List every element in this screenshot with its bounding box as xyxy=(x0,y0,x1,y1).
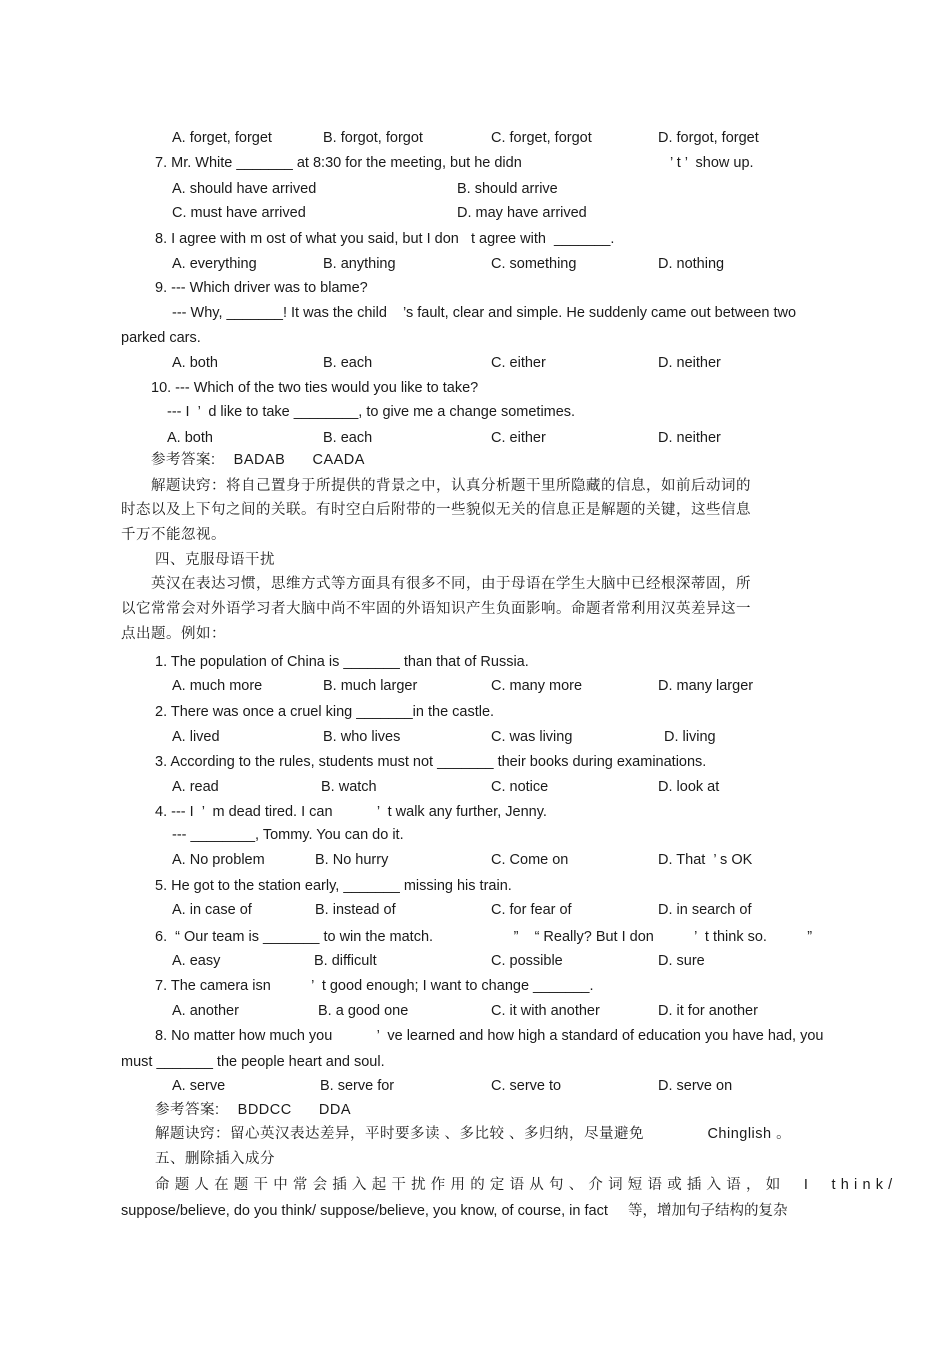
option-text: D. sure xyxy=(658,953,705,969)
option-text: D. serve on xyxy=(658,1078,733,1094)
option-text: C. notice xyxy=(491,779,549,795)
option-text: B. each xyxy=(323,430,373,446)
text-line: 10. --- Which of the two ties would you like to take? xyxy=(151,380,479,396)
text-line: 以它常常会对外语学习者大脑中尚不牢固的外语知识产生负面影响。命题者常利用汉英差异这一 xyxy=(121,601,751,617)
text-line: 解题诀窍：留心英汉表达差异，平时要多读 、多比较 、多归纳，尽量避免 Chinglish 。 xyxy=(155,1126,792,1142)
option-text: A. everything xyxy=(172,256,257,272)
option-text: A. easy xyxy=(172,953,221,969)
text-line: must _______ the people heart and soul. xyxy=(121,1054,385,1070)
option-text: C. must have arrived xyxy=(172,205,306,221)
text-line: --- I ’ d like to take ________, to give me a change sometimes. xyxy=(167,404,576,420)
text-line: 3. According to the rules, students must not _______ their books during examinations. xyxy=(155,754,707,770)
text-line: ’ t ’ show up. xyxy=(670,155,754,171)
option-text: B. watch xyxy=(321,779,377,795)
text-line: 4. --- I ’ m dead tired. I can ’ t walk any further, Jenny. xyxy=(155,804,547,820)
option-text: A. lived xyxy=(172,729,220,745)
option-text: A. serve xyxy=(172,1078,226,1094)
option-text: A. forget, forget xyxy=(172,130,272,146)
option-text: C. for fear of xyxy=(491,902,572,918)
option-text: B. who lives xyxy=(323,729,401,745)
option-text: B. much larger xyxy=(323,678,418,694)
text-line: --- ________, Tommy. You can do it. xyxy=(172,827,404,843)
option-text: B. each xyxy=(323,355,373,371)
option-text: B. forgot, forgot xyxy=(323,130,423,146)
option-text: B. serve for xyxy=(320,1078,395,1094)
text-line: 2. There was once a cruel king _______in the castle. xyxy=(155,704,495,720)
option-text: D. forgot, forget xyxy=(658,130,759,146)
text-line: 参考答案: BDDCC DDA xyxy=(155,1102,351,1118)
option-text: C. forget, forgot xyxy=(491,130,592,146)
option-text: A. much more xyxy=(172,678,263,694)
text-line: 6. “ Our team is _______ to win the match. ” “ Really? But I don ’ t think so. ” xyxy=(155,929,813,945)
option-text: D. it for another xyxy=(658,1003,758,1019)
text-line: 时态以及上下句之间的关联。有时空白后附带的一些貌似无关的信息正是解题的关键，这些信息 xyxy=(121,502,751,518)
text-line: --- Why, _______! It was the child ’s fault, clear and simple. He suddenly came out between two xyxy=(172,305,797,321)
text-line: parked cars. xyxy=(121,330,201,346)
text-line: suppose/believe, do you think/ suppose/believe, you know, of course, in fact 等，增加句子结构的复杂 xyxy=(121,1203,788,1219)
option-text: D. neither xyxy=(658,355,721,371)
option-text: C. something xyxy=(491,256,577,272)
option-text: C. it with another xyxy=(491,1003,600,1019)
option-text: B. a good one xyxy=(318,1003,409,1019)
option-text: A. No problem xyxy=(172,852,265,868)
text-line: 8. No matter how much you ’ ve learned and how high a standard of education you have had, you xyxy=(155,1028,824,1044)
option-text: A. in case of xyxy=(172,902,252,918)
option-text: C. possible xyxy=(491,953,563,969)
text-line: 7. The camera isn ’ t good enough; I want to change _______. xyxy=(155,978,594,994)
option-text: B. difficult xyxy=(314,953,377,969)
option-text: C. many more xyxy=(491,678,583,694)
option-text: A. both xyxy=(172,355,218,371)
option-text: C. Come on xyxy=(491,852,569,868)
option-text: A. should have arrived xyxy=(172,181,317,197)
option-text: A. another xyxy=(172,1003,239,1019)
option-text: D. neither xyxy=(658,430,721,446)
option-text: C. serve to xyxy=(491,1078,562,1094)
text-line: 7. Mr. White _______ at 8:30 for the meeting, but he didn xyxy=(155,155,522,171)
option-text: A. read xyxy=(172,779,219,795)
text-line: 点出题。例如： xyxy=(121,626,226,642)
text-line: 千万不能忽视。 xyxy=(121,527,226,543)
text-line: 五、删除插入成分 xyxy=(155,1151,275,1167)
option-text: D. living xyxy=(664,729,716,745)
option-text: C. either xyxy=(491,430,546,446)
option-text: C. either xyxy=(491,355,546,371)
option-text: A. both xyxy=(167,430,213,446)
text-line: 5. He got to the station early, _______ missing his train. xyxy=(155,878,512,894)
option-text: B. instead of xyxy=(315,902,396,918)
text-line: 9. --- Which driver was to blame? xyxy=(155,280,368,296)
text-line: 四、克服母语干扰 xyxy=(155,552,275,568)
text-line: 命题人在题干中常会插入起干扰作用的定语从句、介词短语或插入语，如 I think/ xyxy=(155,1177,898,1193)
option-text: B. should arrive xyxy=(457,181,558,197)
text-line: 解题诀窍：将自己置身于所提供的背景之中，认真分析题干里所隐藏的信息，如前后动词的 xyxy=(151,478,751,494)
text-line: 1. The population of China is _______ than that of Russia. xyxy=(155,654,529,670)
option-text: D. look at xyxy=(658,779,720,795)
option-text: D. in search of xyxy=(658,902,752,918)
option-text: D. That ’ s OK xyxy=(658,852,753,868)
text-line: 8. I agree with m ost of what you said, but I don t agree with _______. xyxy=(155,231,615,247)
text-line: 英汉在表达习惯，思维方式等方面具有很多不同，由于母语在学生大脑中已经根深蒂固，所 xyxy=(151,576,751,592)
option-text: D. nothing xyxy=(658,256,725,272)
option-text: D. many larger xyxy=(658,678,754,694)
option-text: C. was living xyxy=(491,729,573,745)
option-text: B. No hurry xyxy=(315,852,389,868)
text-line: 参考答案: BADAB CAADA xyxy=(151,452,365,468)
option-text: D. may have arrived xyxy=(457,205,587,221)
option-text: B. anything xyxy=(323,256,396,272)
